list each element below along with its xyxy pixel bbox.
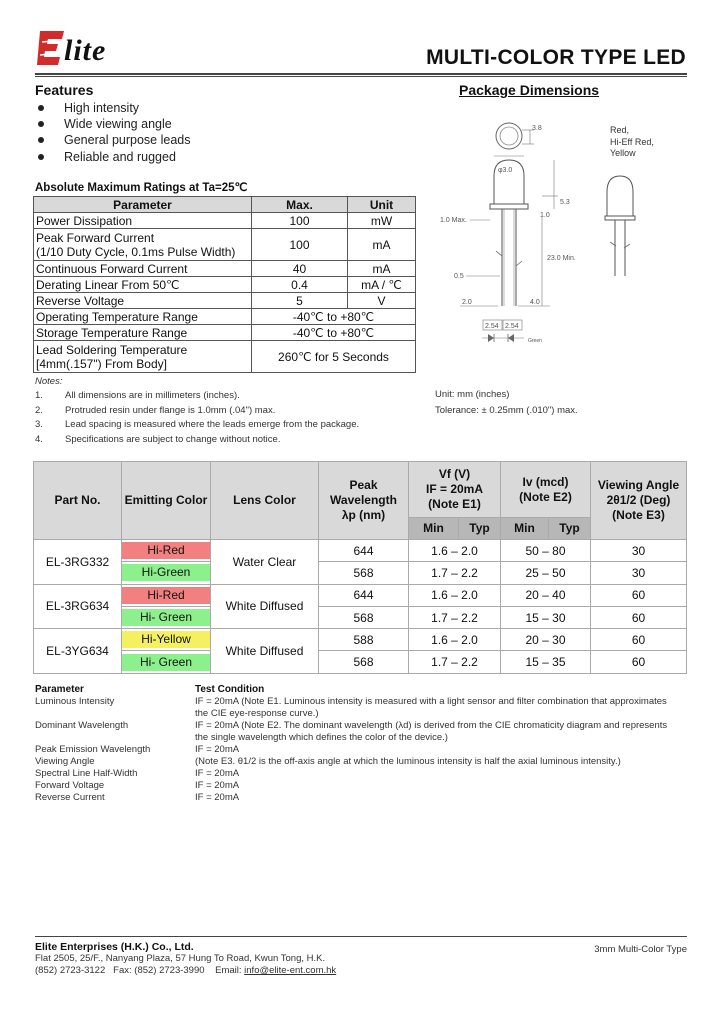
package-color-list [610,125,654,160]
header-rule-thin [35,76,687,77]
unit-note: Unit: mm (inches) [435,389,510,400]
peak-wavelength: 568 [319,606,409,628]
product-row [34,562,687,584]
package-dimensions-heading: Package Dimensions [459,82,600,98]
ratings-header-parameter: Parameter [34,197,252,213]
header-iv [501,462,591,518]
footer-rule [35,936,687,937]
page-title: MULTI-COLOR TYPE LED [426,46,686,69]
test-param: Reverse Current [35,792,105,803]
test-condition: IF = 20mA [195,780,240,791]
ratings-param: Power Dissipation [34,213,252,229]
product-row [34,629,687,651]
dim-height: 5.3 [560,199,570,206]
ratings-row [34,213,416,229]
ratings-param-line1: Peak Forward Current [36,230,155,245]
package-color: Yellow [610,148,636,158]
ratings-param: Reverse Voltage [34,293,252,309]
product-row [34,540,687,562]
ratings-title: Absolute Maximum Ratings at Ta=25℃ [35,182,248,194]
header-part-no: Part No. [34,462,122,540]
ratings-row [34,341,416,373]
ratings-range: -40℃ to +80℃ [252,325,416,341]
elite-logo-mark [36,27,66,69]
header-iv-min: Min [501,518,549,540]
viewing-angle: 60 [591,629,687,651]
note-text: Protruded resin under flange is 1.0mm (.04") max. [65,404,276,416]
ratings-row [34,229,416,261]
product-header-row [34,462,687,518]
note-number: 4. [35,433,43,445]
note-number: 2. [35,404,43,416]
note-item [35,419,359,434]
emitting-color-swatch: Hi-Red [122,587,210,604]
test-param: Forward Voltage [35,780,105,791]
emitting-color-swatch: Hi-Green [122,564,210,581]
dim-diameter: φ3.0 [498,167,513,174]
footer [35,941,336,977]
header-vf-typ: Typ [459,518,501,540]
forward-voltage: 1.6 – 2.0 [409,629,501,651]
viewing-angle: 30 [591,562,687,584]
notes-heading: Notes: [35,376,63,387]
product-row [34,651,687,673]
ratings-unit: mA [348,229,416,261]
company-contact [35,965,336,977]
test-condition: IF = 20mA [195,744,240,755]
ratings-row [34,261,416,277]
product-row [34,584,687,606]
viewing-angle: 60 [591,651,687,673]
header-peak-wavelength [319,462,409,540]
test-condition: the single wavelength which defines the color of the device.) [195,732,448,743]
test-condition: IF = 20mA [195,792,240,803]
ratings-max: 100 [252,213,348,229]
ratings-param-line2: (1/10 Duty Cycle, 0.1ms Pulse Width) [36,244,236,259]
dim-lead-width: 0.5 [454,273,464,280]
ratings-row [34,309,416,325]
forward-voltage: 1.7 – 2.2 [409,606,501,628]
dim-pitch-2: 2.54 [505,323,519,330]
header-peak-line3: λp (nm) [341,508,386,522]
ratings-unit: V [348,293,416,309]
header-iv-line2: (Note E2) [519,489,572,504]
dim-flange-right: 1.0 [540,212,550,219]
package-color: Red, [610,125,630,135]
ratings-row [34,325,416,341]
note-number: 1. [35,390,43,401]
emitting-color-cell [122,584,211,606]
peak-wavelength: 568 [319,651,409,673]
ratings-header-row [34,197,416,213]
feature-item: High intensity [35,100,190,116]
dim-pitch-1: 2.54 [485,323,499,330]
part-number: EL-3RG634 [34,584,122,629]
lens-color: White Diffused [211,584,319,629]
test-param-heading: Parameter [35,684,84,695]
emitting-color-swatch: Hi-Red [122,542,210,559]
ratings-unit: mW [348,213,416,229]
dim-flange: 1.0 Max. [440,217,467,224]
ratings-max: 100 [252,229,348,261]
ratings-max: 40 [252,261,348,277]
features-heading: Features [35,82,94,98]
test-param: Dominant Wavelength [35,720,129,731]
test-condition: IF = 20mA (Note E1. Luminous intensity is measured with a light sensor and filter combination that approximates [195,696,667,707]
header-emitting-color: Emitting Color [122,462,211,540]
ratings-range: 260℃ for 5 Seconds [252,341,416,373]
forward-voltage: 1.7 – 2.2 [409,651,501,673]
ratings-param-line2: [4mm(.157") From Body] [36,356,167,371]
luminous-intensity: 25 – 50 [501,562,591,584]
ratings-max: 0.4 [252,277,348,293]
dim-lead-span: 4.0 [530,299,540,306]
test-param: Spectral Line Half-Width [35,768,138,779]
note-item [35,390,359,405]
ratings-row [34,293,416,309]
note-item [35,434,359,449]
part-number: EL-3RG332 [34,540,122,585]
lens-color: White Diffused [211,629,319,674]
lens-color: Water Clear [211,540,319,585]
emitting-color-cell [122,651,211,673]
header-iv-line1: Iv (mcd) [522,474,569,489]
ratings-row [34,277,416,293]
features-list [35,100,190,165]
note-text: Lead spacing is measured where the leads emerge from the package. [65,419,360,430]
emitting-color-cell [122,562,211,584]
viewing-angle: 30 [591,540,687,562]
peak-wavelength: 568 [319,562,409,584]
dim-lead-length: 23.0 Min. [547,255,576,262]
emitting-color-cell [122,540,211,562]
test-condition: the CIE eye-response curve.) [195,708,319,719]
ratings-unit: mA [348,261,416,277]
test-condition: IF = 20mA [195,768,240,779]
email-link[interactable]: info@elite-ent.com.hk [244,965,337,976]
test-condition-heading: Test Condition [195,684,265,695]
feature-item: Wide viewing angle [35,116,190,132]
company-name: Elite Enterprises (H.K.) Co., Ltd. [35,941,194,953]
header-vf-line3: (Note E1) [428,497,481,511]
feature-item: Reliable and rugged [35,149,190,165]
ratings-range: -40℃ to +80℃ [252,309,416,325]
ratings-header-unit: Unit [348,197,416,213]
dim-top: 3.8 [532,125,542,132]
product-row [34,606,687,628]
part-number: EL-3YG634 [34,629,122,674]
schematic-green-label: Green [528,338,542,344]
dim-lead-offset: 2.0 [462,299,472,306]
logo-text: lite [64,34,107,67]
ratings-max: 5 [252,293,348,309]
luminous-intensity: 15 – 30 [501,606,591,628]
ratings-table [33,196,416,373]
peak-wavelength: 644 [319,540,409,562]
test-param: Luminous Intensity [35,696,115,707]
test-condition: IF = 20mA (Note E2. The dominant wavelength (λd) is derived from the CIE chromaticity diagram and represents [195,720,668,731]
emitting-color-cell [122,606,211,628]
feature-item: General purpose leads [35,132,190,148]
test-param: Viewing Angle [35,756,95,767]
header-va-line1: Viewing Angle [597,478,680,492]
emitting-color-swatch: Hi- Green [122,609,210,626]
header-vf-line2: IF = 20mA [425,482,484,496]
forward-voltage: 1.6 – 2.0 [409,540,501,562]
header-vf-line1: Vf (V) [438,467,471,481]
peak-wavelength: 588 [319,629,409,651]
note-item [35,405,359,420]
header-peak-line1: Peak [349,478,378,492]
emitting-color-swatch: Hi- Green [122,654,210,671]
note-text: Specifications are subject to change without notice. [65,433,281,445]
email-label: Email: [215,965,242,976]
forward-voltage: 1.7 – 2.2 [409,562,501,584]
header-vf-min: Min [409,518,459,540]
header-va-line2: 2θ1/2 (Deg) [606,493,671,507]
notes-block [35,376,359,448]
luminous-intensity: 20 – 40 [501,584,591,606]
note-text: All dimensions are in millimeters (inches). [65,390,240,401]
company-fax: Fax: (852) 2723-3990 [113,965,205,976]
ratings-param: Continuous Forward Current [34,261,252,277]
emitting-color-swatch: Hi-Yellow [122,631,210,648]
ratings-param: Storage Temperature Range [34,325,252,341]
ratings-param [34,229,252,261]
header-viewing-angle [591,462,687,540]
emitting-color-cell [122,629,211,651]
header-iv-typ: Typ [549,518,591,540]
viewing-angle: 60 [591,584,687,606]
luminous-intensity: 20 – 30 [501,629,591,651]
ratings-param [34,341,252,373]
peak-wavelength: 644 [319,584,409,606]
luminous-intensity: 50 – 80 [501,540,591,562]
header-vf [409,462,501,518]
document-name: 3mm Multi-Color Type [594,944,687,955]
ratings-header-max: Max. [252,197,348,213]
company-tel: (852) 2723-3122 [35,965,106,976]
tolerance-note: Tolerance: ± 0.25mm (.010") max. [435,405,578,416]
product-table [33,461,687,674]
header-rule [35,73,687,75]
header-lens-color: Lens Color [211,462,319,540]
test-condition: (Note E3. θ1/2 is the off-axis angle at which the luminous intensity is half the axial luminous intensity.) [195,756,621,767]
ratings-param: Derating Linear From 50℃ [34,277,252,293]
ratings-param: Operating Temperature Range [34,309,252,325]
viewing-angle: 60 [591,606,687,628]
note-number: 3. [35,419,43,430]
package-color: Hi-Eff Red, [610,136,654,147]
luminous-intensity: 15 – 35 [501,651,591,673]
header-peak-line2: Wavelength [330,493,397,507]
forward-voltage: 1.6 – 2.0 [409,584,501,606]
ratings-param-line1: Lead Soldering Temperature [36,342,188,357]
header-va-line3: (Note E3) [612,508,665,522]
company-address: Flat 2505, 25/F., Nanyang Plaza, 57 Hung To Road, Kwun Tong, H.K. [35,953,326,964]
test-param: Peak Emission Wavelength [35,744,151,755]
ratings-unit: mA / ℃ [348,277,416,293]
